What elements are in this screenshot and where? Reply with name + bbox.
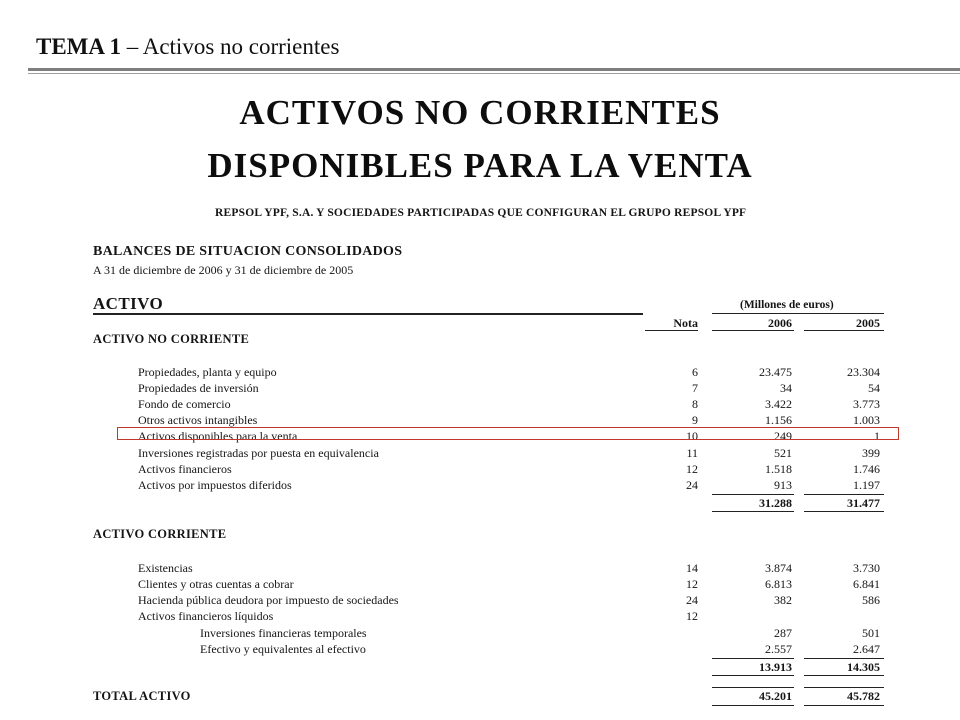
subtotal-underline-2005 [804, 675, 884, 676]
row-value-2005: 1 [874, 429, 880, 443]
row-value-2005: 1.197 [853, 478, 880, 492]
row-value-2005: 501 [862, 626, 880, 640]
balance-title: BALANCES DE SITUACION CONSOLIDADOS [93, 244, 403, 259]
table-row [0, 478, 960, 494]
row-value-2006: 521 [774, 446, 792, 460]
header-separator: – [120, 34, 143, 59]
activo-label: ACTIVO [93, 294, 164, 313]
table-row [0, 642, 960, 658]
row-value-2006: 1.156 [765, 413, 792, 427]
topic-number: TEMA 1 [36, 34, 121, 59]
topic-subtitle: Activos no corrientes [142, 34, 340, 59]
row-nota: 12 [686, 609, 698, 623]
total-overline-2005 [804, 687, 884, 688]
section-heading-current: ACTIVO CORRIENTE [93, 527, 227, 541]
units-rule [712, 313, 884, 314]
table-row [0, 593, 960, 609]
column-header-nota: Nota [673, 316, 698, 330]
subtotal-underline-2005 [804, 511, 884, 512]
table-row [0, 626, 960, 642]
row-nota: 12 [686, 577, 698, 591]
subtotal-underline-2006 [712, 675, 794, 676]
row-value-2005: 586 [862, 593, 880, 607]
row-value-2006: 382 [774, 593, 792, 607]
slide-title-line-1: ACTIVOS NO CORRIENTES [239, 93, 721, 132]
group-heading: REPSOL YPF, S.A. Y SOCIEDADES PARTICIPADAS QUE CONFIGURAN EL GRUPO REPSOL YPF [215, 207, 747, 219]
table-row [0, 365, 960, 381]
row-value-2006: 6.813 [765, 577, 792, 591]
subtotal-row-non-current [0, 496, 960, 512]
row-value-2005: 54 [868, 381, 880, 395]
subtotal-rule-2006 [712, 494, 794, 495]
row-value-2005: 399 [862, 446, 880, 460]
units-label: (Millones de euros) [740, 299, 834, 311]
row-value-2005: 1.746 [853, 462, 880, 476]
row-label: Otros activos intangibles [138, 413, 258, 427]
column-header-2005: 2005 [856, 316, 880, 330]
total-underline-2006 [712, 705, 794, 706]
row-value-2005: 3.773 [853, 397, 880, 411]
subtotal-underline-2006 [712, 511, 794, 512]
row-value-2006: 249 [774, 429, 792, 443]
row-nota: 14 [686, 561, 698, 575]
section-heading-non-current: ACTIVO NO CORRIENTE [93, 332, 250, 346]
subtotal-rule-2006 [712, 658, 794, 659]
table-row [0, 446, 960, 462]
row-value-2005: 1.003 [853, 413, 880, 427]
balance-subtitle: A 31 de diciembre de 2006 y 31 de diciembre de 2005 [93, 263, 354, 277]
row-nota: 24 [686, 593, 698, 607]
subtotal-2006: 13.913 [759, 660, 792, 674]
row-label: Propiedades de inversión [138, 381, 259, 395]
row-label: Inversiones registradas por puesta en equivalencia [138, 446, 379, 460]
row-label: Efectivo y equivalentes al efectivo [200, 642, 366, 656]
row-label: Clientes y otras cuentas a cobrar [138, 577, 294, 591]
subtotal-2006: 31.288 [759, 496, 792, 510]
row-value-2006: 2.557 [765, 642, 792, 656]
row-value-2006: 1.518 [765, 462, 792, 476]
row-value-2006: 34 [780, 381, 792, 395]
row-value-2005: 3.730 [853, 561, 880, 575]
total-label: TOTAL ACTIVO [93, 689, 191, 703]
row-label: Activos financieros [138, 462, 232, 476]
subtotal-rule-2005 [804, 658, 884, 659]
row-label: Inversiones financieras temporales [200, 626, 367, 640]
row-nota: 7 [692, 381, 698, 395]
table-row [0, 462, 960, 478]
subtotal-2005: 31.477 [847, 496, 880, 510]
table-row [0, 397, 960, 413]
subtotal-2005: 14.305 [847, 660, 880, 674]
table-row [0, 561, 960, 577]
total-row [0, 689, 960, 705]
row-nota: 11 [686, 446, 698, 460]
column-rule-2005 [804, 330, 884, 331]
row-value-2006: 3.874 [765, 561, 792, 575]
row-value-2005: 2.647 [853, 642, 880, 656]
row-value-2005: 6.841 [853, 577, 880, 591]
total-2006: 45.201 [759, 689, 792, 703]
activo-rule [93, 313, 643, 315]
highlight-box [117, 427, 899, 440]
row-nota: 24 [686, 478, 698, 492]
row-nota: 10 [686, 429, 698, 443]
row-value-2006: 3.422 [765, 397, 792, 411]
slide-title-line-2: DISPONIBLES PARA LA VENTA [207, 146, 753, 185]
total-2005: 45.782 [847, 689, 880, 703]
row-value-2006: 23.475 [759, 365, 792, 379]
row-value-2006: 913 [774, 478, 792, 492]
column-rule-nota [645, 330, 698, 331]
row-label: Activos financieros líquidos [138, 609, 274, 623]
subtotal-row-current [0, 660, 960, 676]
table-row [0, 381, 960, 397]
row-label: Fondo de comercio [138, 397, 231, 411]
row-label: Existencias [138, 561, 193, 575]
row-label: Propiedades, planta y equipo [138, 365, 277, 379]
row-nota: 6 [692, 365, 698, 379]
column-header-2006: 2006 [768, 316, 792, 330]
row-value-2005: 23.304 [847, 365, 880, 379]
row-label: Hacienda pública deudora por impuesto de sociedades [138, 593, 399, 607]
column-rule-2006 [712, 330, 794, 331]
row-label: Activos por impuestos diferidos [138, 478, 292, 492]
row-nota: 12 [686, 462, 698, 476]
row-nota: 9 [692, 413, 698, 427]
row-value-2006: 287 [774, 626, 792, 640]
subtotal-rule-2005 [804, 494, 884, 495]
row-label: Activos disponibles para la venta [138, 429, 298, 443]
total-underline-2005 [804, 705, 884, 706]
row-nota: 8 [692, 397, 698, 411]
table-row [0, 577, 960, 593]
total-overline-2006 [712, 687, 794, 688]
table-row [0, 609, 960, 625]
